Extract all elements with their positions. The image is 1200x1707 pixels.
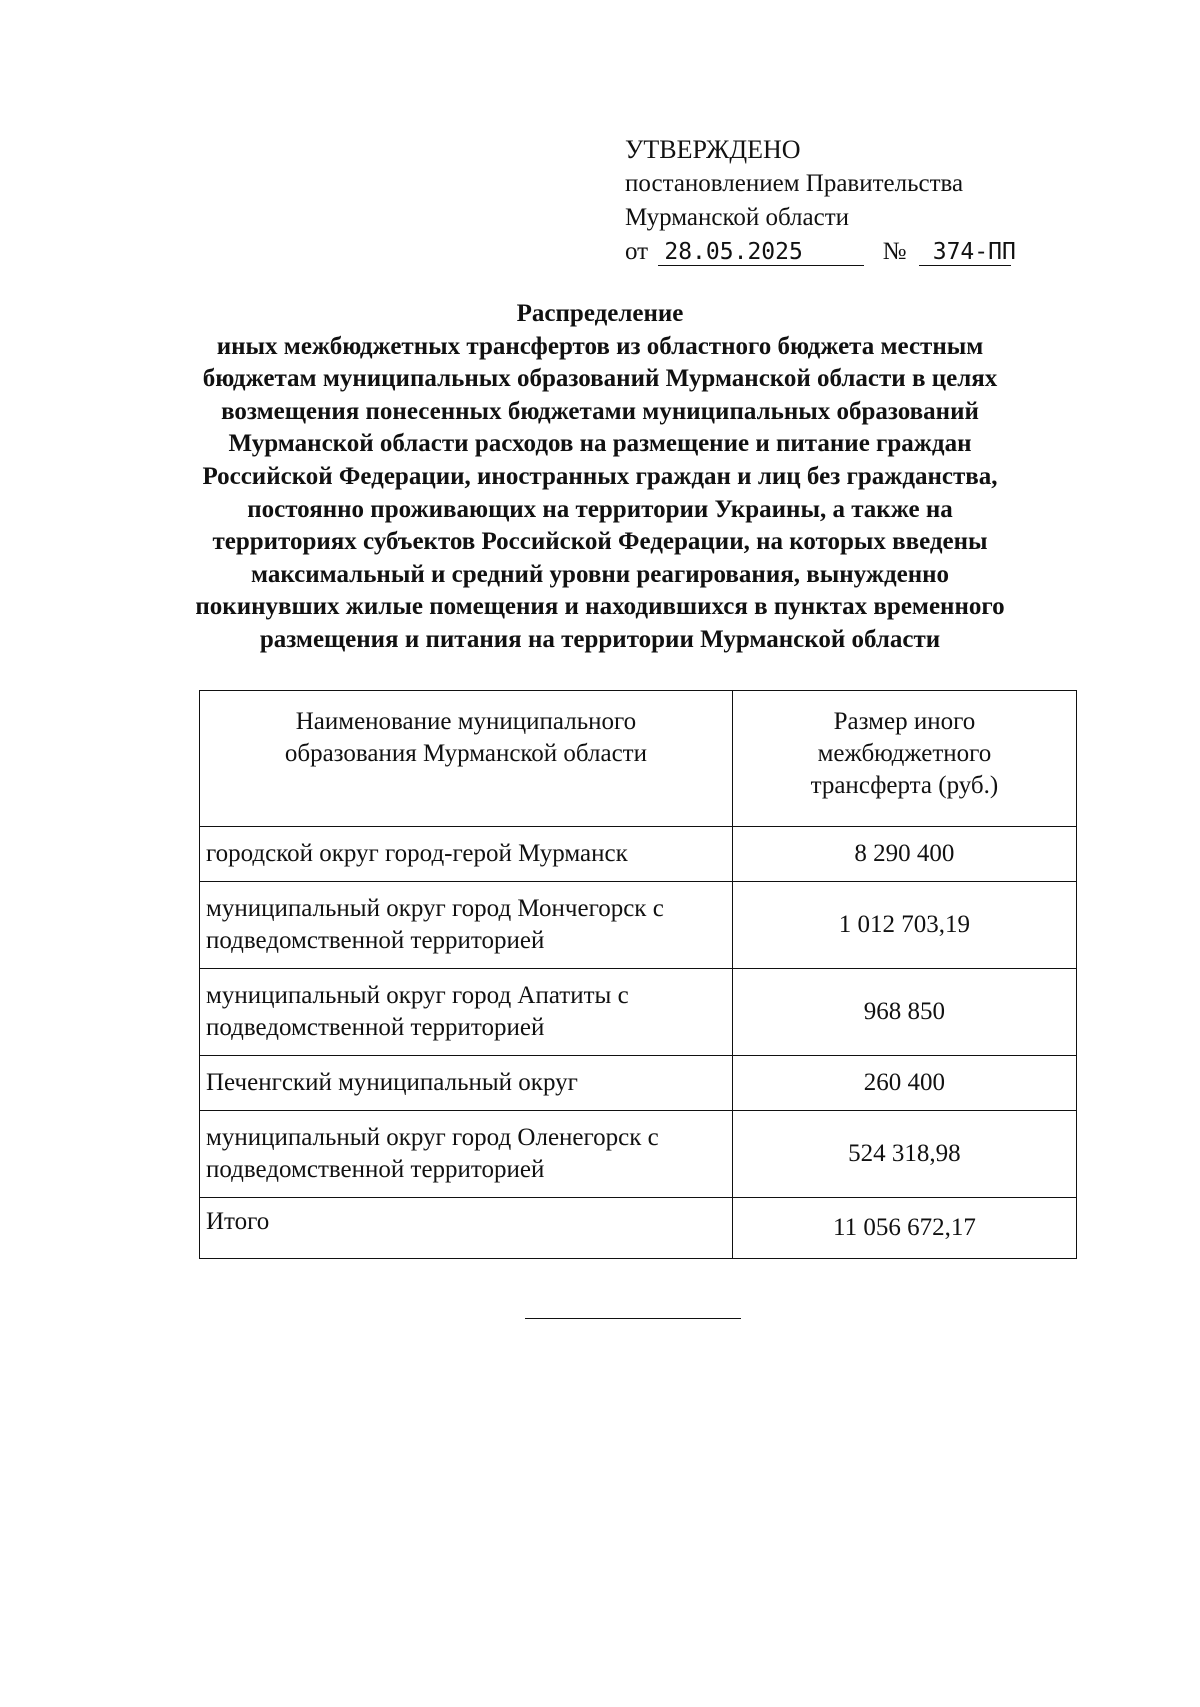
total-amount: 11 056 672,17 bbox=[732, 1198, 1076, 1259]
municipality-name bbox=[200, 882, 733, 969]
heading-line: иных межбюджетных трансфертов из областного бюджета местным bbox=[216, 332, 984, 360]
transfer-amount: 968 850 bbox=[732, 969, 1076, 1056]
municipality-name bbox=[200, 1111, 733, 1198]
total-label: Итого bbox=[200, 1198, 733, 1259]
number-sign: № bbox=[882, 238, 907, 265]
name-line: подведомственной территорией bbox=[206, 1014, 545, 1041]
document-title: Распределение bbox=[516, 300, 684, 327]
municipality-name bbox=[200, 827, 733, 882]
transfer-amount: 8 290 400 bbox=[732, 827, 1076, 882]
municipality-name bbox=[200, 969, 733, 1056]
table-header-row bbox=[200, 691, 1077, 827]
name-line: муниципальный округ город Оленегорск с bbox=[206, 1124, 659, 1151]
table-row bbox=[200, 1056, 1077, 1111]
table-row bbox=[200, 882, 1077, 969]
header-name-line: Наименование муниципального bbox=[295, 708, 637, 735]
approval-date: 28.05.2025 bbox=[658, 239, 864, 266]
approval-number: 374-ПП bbox=[919, 239, 1011, 266]
end-divider bbox=[525, 1318, 741, 1319]
heading-line: максимальный и средний уровни реагирования, вынужденно bbox=[250, 560, 950, 588]
heading-line: возмещения понесенных бюджетами муниципальных образований bbox=[221, 397, 979, 425]
approved-label: УТВЕРЖДЕНО bbox=[625, 135, 801, 164]
table-row bbox=[200, 969, 1077, 1056]
approval-date-number-line bbox=[625, 235, 1016, 269]
approval-line-1: постановлением Правительства bbox=[625, 170, 964, 197]
approval-line-2: Мурманской области bbox=[625, 204, 850, 231]
header-transfer-amount bbox=[732, 691, 1076, 827]
header-municipality-name bbox=[200, 691, 733, 827]
distribution-table bbox=[199, 690, 1077, 1259]
header-amount-line: Размер иного bbox=[833, 708, 976, 735]
municipality-name bbox=[200, 1056, 733, 1111]
heading-line: территориях субъектов Российской Федерации, на которых введены bbox=[212, 528, 988, 556]
header-name-line: образования Мурманской области bbox=[284, 740, 647, 767]
approval-block bbox=[625, 133, 1016, 269]
name-line: муниципальный округ город Мончегорск с bbox=[206, 895, 664, 922]
heading-line: размещения и питания на территории Мурманской области bbox=[259, 625, 941, 653]
transfer-amount: 1 012 703,19 bbox=[732, 882, 1076, 969]
heading-line: бюджетам муниципальных образований Мурманской области в целях bbox=[202, 365, 998, 393]
transfer-amount: 524 318,98 bbox=[732, 1111, 1076, 1198]
heading-line: покинувших жилые помещения и находившихся в пунктах временного bbox=[195, 593, 1005, 621]
date-prefix: от bbox=[625, 238, 649, 265]
header-amount-line: трансферта (руб.) bbox=[810, 772, 999, 799]
transfer-amount: 260 400 bbox=[732, 1056, 1076, 1111]
heading-line: Мурманской области расходов на размещение и питание граждан bbox=[228, 430, 972, 458]
name-line: городской округ город-герой Мурманск bbox=[206, 840, 628, 867]
table-row bbox=[200, 827, 1077, 882]
name-line: Печенгский муниципальный округ bbox=[206, 1069, 578, 1096]
name-line: подведомственной территорией bbox=[206, 927, 545, 954]
table-row bbox=[200, 1111, 1077, 1198]
name-line: муниципальный округ город Апатиты с bbox=[206, 982, 629, 1009]
table-total-row bbox=[200, 1198, 1077, 1259]
heading-line: Российской Федерации, иностранных граждан и лиц без гражданства, bbox=[202, 462, 998, 490]
header-amount-line: межбюджетного bbox=[817, 740, 992, 767]
heading-line: постоянно проживающих на территории Украины, а также на bbox=[247, 495, 953, 523]
name-line: подведомственной территорией bbox=[206, 1156, 545, 1183]
document-heading bbox=[150, 298, 1050, 657]
